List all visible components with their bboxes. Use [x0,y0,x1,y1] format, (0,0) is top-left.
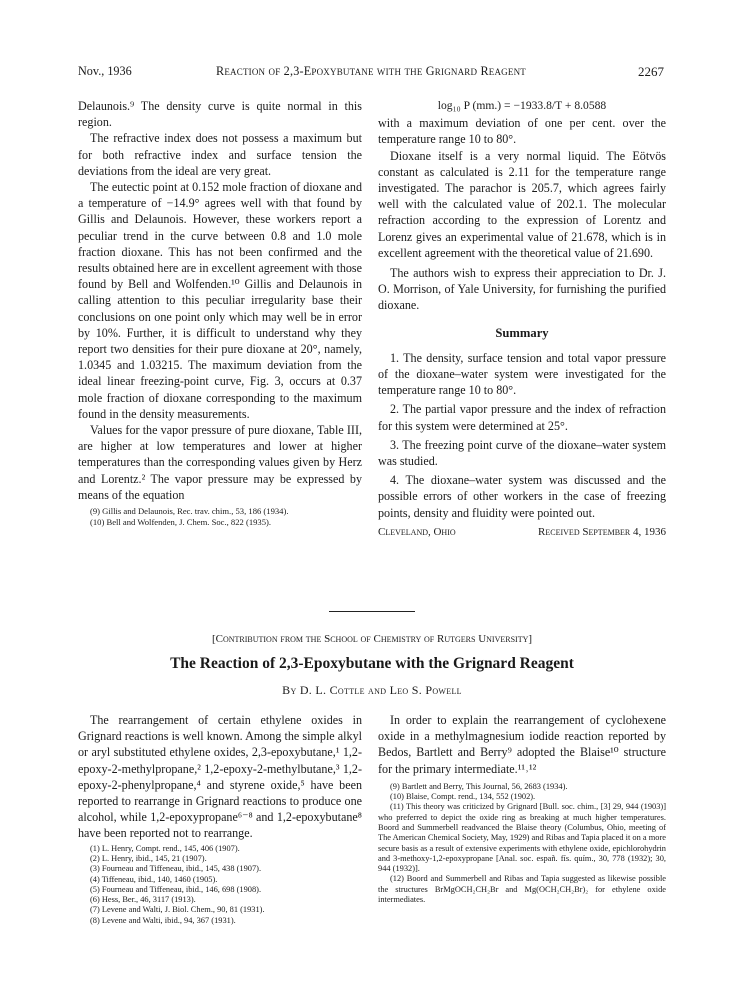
paragraph: The refractive index does not possess a maximum but for both refractive index and surface tension the deviations from the ideal are very great. [78,131,362,178]
footnote: (6) Hess, Ber., 46, 3117 (1913). [90,895,196,905]
paragraph: The eutectic point at 0.152 mole fraction of dioxane and a temperature of −14.9° agrees well with that found by Gillis and Delaunois. However, these workers report a peculiar trend in the curve between 0.8 and 1.0 mole fraction dioxane. This has not been confirmed and the results obtained here are in excellent agreement with those found by Bell and Wolfenden.¹⁰ Gillis and Delaunois in calling attention to this peculiar irregularity base their conclusions on one point only which may well be in error by 10%. Further, it is difficult to understand why they report two densities for their pure dioxane at 20°, namely, 1.0345 and 1.03215. The maximum deviation from the ideal linear freezing-point curve, Fig. 3, occurs at 0.37 mole fraction of dioxane corresponding to the maximum found in the density measurements. [78,180,363,421]
summary-item: 2. The partial vapor pressure and the index of refraction for this system were determined at 25°. [378,402,666,433]
vapor-pressure-equation: log₁₀ P (mm.) = −1933.8/T + 8.0588 [437,99,607,112]
article-title: The Reaction of 2,3-Epoxybutane with the Grignard Reagent [170,655,574,672]
bottom-left-column [78,712,362,926]
summary-item: 1. The density, surface tension and total vapor pressure of the dioxane–water system were investigated for the temperature range 10 to 80°. [378,350,666,398]
section-divider [329,611,415,612]
received-date: Received September 4, 1936 [538,525,666,538]
footnote: (10) Bell and Wolfenden, J. Chem. Soc., 822 (1935). [90,517,272,528]
top-left-column [78,98,362,528]
paragraph: Delaunois.⁹ The density curve is quite normal in this region. [78,99,362,130]
author-byline: By D. L. Cottle and Leo S. Powell [282,683,462,697]
footnote: (7) Levene and Walti, J. Biol. Chem., 90, 81 (1931). [90,905,265,915]
footnote: (3) Fourneau and Tiffeneau, ibid., 145, 438 (1907). [90,864,262,874]
page-number: 2267 [638,64,664,79]
footnote: (5) Fourneau and Tiffeneau, ibid., 146, 698 (1908). [90,884,262,894]
footnote: (1) L. Henry, Compt. rend., 145, 406 (1907). [90,843,240,853]
running-header [78,64,664,84]
location: Cleveland, Ohio [378,525,456,538]
paragraph: Values for the vapor pressure of pure dioxane, Table III, are higher at low temperatures and lower at higher temperatures than the corresponding values given by Herz and Lorentz.² The vapor pressure may be expressed by means of the equation [78,423,362,502]
footnotes [378,782,666,906]
summary-heading: Summary [495,325,549,340]
footnotes [78,506,362,528]
footnote: (4) Tiffeneau, ibid., 140, 1460 (1905). [90,874,218,884]
paragraph: The authors wish to express their appreciation to Dr. J. O. Morrison, of Yale University, for furnishing the purified dioxane. [378,266,666,313]
dateline [378,524,666,540]
footnote: (12) Boord and Summerbell and Ribas and Tapia suggested as likewise possible the structures BrMgOCH₂CH₂Br and Mg(OCH₂CH₂Br)₂ for ethylene oxide intermediates. [378,874,666,905]
bottom-right-column [378,712,666,905]
footnote: (11) This theory was criticized by Grignard [Bull. soc. chim., [3] 29, 944 (1903)] who preferred to depict the oxide ring as breaking at much higher temperatures. Boord and Summerbell readvanced the Blaise theory (Columbus, Ohio, meeting of The American Chemical Society, May, 1929) and Ribas and Tapia placed it on a more secure basis as a result of extensive experiments with ethylene oxide, epichlorohydrin and 3-methoxy-1,2-epoxypropane [Anal. soc. españ. fís. quím., 30, 778 (1932); 30, 944 (1932)]. [378,802,666,874]
footnote: (2) L. Henry, ibid., 145, 21 (1907). [90,853,207,863]
summary-item: 3. The freezing point curve of the dioxane–water system was studied. [378,437,666,469]
paragraph: with a maximum deviation of one per cent. over the temperature range 10 to 80°. [378,116,666,147]
summary-item: 4. The dioxane–water system was discussed and the possible errors of other workers in the case of freezing points, density and fluidity were pointed out. [378,473,666,520]
footnote: (8) Levene and Walti, ibid., 94, 367 (1931). [90,915,236,925]
header-running-title: Reaction of 2,3-Epoxybutane with the Grignard Reagent [216,64,526,78]
paragraph: Dioxane itself is a very normal liquid. The Eötvös constant as calculated is 2.11 for the temperature range investigated. The parachor is 205.7, which agrees fairly well with the calculated value of 202.1. The molecular refraction according to the expression of Lorentz and Lorenz gives an experimental value of 21.678, which is in excellent agreement with the theoretical value of 21.690. [378,148,666,260]
contribution-line: [Contribution from the School of Chemistry of Rutgers University] [211,633,533,645]
footnote: (10) Blaise, Compt. rend., 134, 552 (1902). [390,792,536,802]
header-date: Nov., 1936 [78,64,132,78]
footnotes [78,844,362,926]
paragraph: The rearrangement of certain ethylene oxides in Grignard reactions is well known. Among the simple alkyl or aryl substituted ethylene oxides, 2,3-epoxybutane,¹ 1,2-epoxy-2-methylpropane,² 1,2-epoxy-2-methylbutane,³ 1,2-epoxy-2-phenylpropane,⁴ and styrene oxide,⁵ have been reported to rearrange in Grignard reactions to produce one alcohol, while 1,2-epoxypropane⁶⁻⁸ and 1,2-epoxybutane⁸ have been reported not to rearrange. [78,713,362,841]
footnote: (9) Gillis and Delaunois, Rec. trav. chim., 53, 186 (1934). [90,506,289,517]
top-right-column [378,98,666,540]
paragraph: In order to explain the rearrangement of cyclohexene oxide in a methylmagnesium iodide reaction reported by Bedos, Bartlett and Berry⁹ adopted the Blaise¹⁰ structure for the primary intermediate.¹¹˒¹² [378,713,666,776]
footnote: (9) Bartlett and Berry, This Journal, 56, 2683 (1934). [390,781,568,791]
